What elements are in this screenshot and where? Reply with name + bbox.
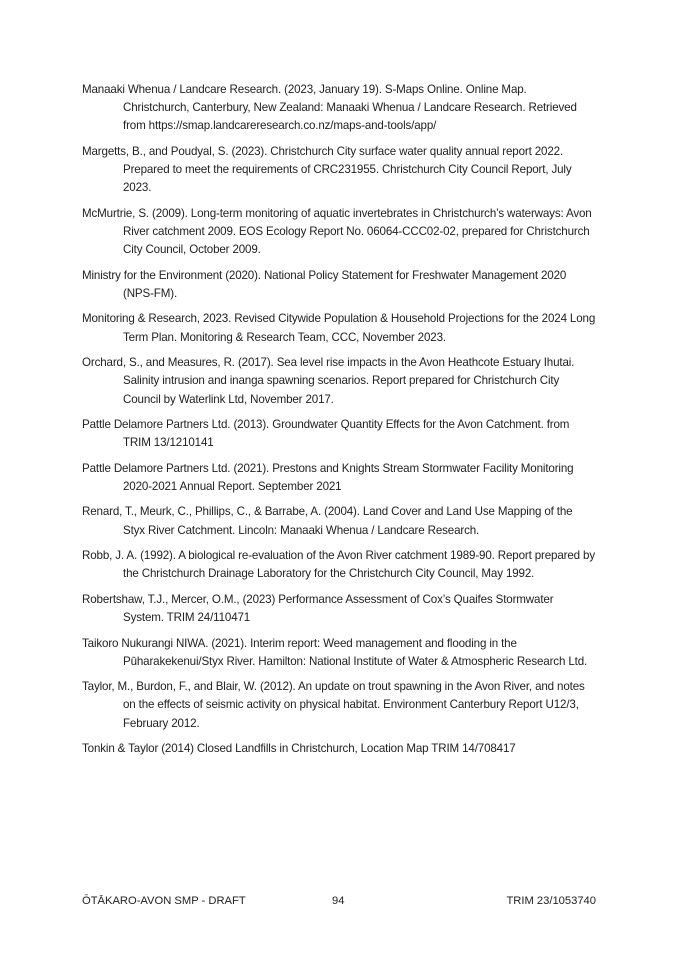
page-footer: [82, 892, 596, 910]
footer-document-title: ŌTĀKARO-AVON SMP - DRAFT: [82, 895, 246, 907]
footer-trim-reference: TRIM 23/1053740: [506, 895, 596, 907]
page-number: 94: [332, 895, 345, 907]
reference-item: Robertshaw, T.J., Mercer, O.M., (2023) Performance Assessment of Cox’s Quaifes Stormwater System. TRIM 24/110471: [82, 592, 554, 625]
reference-item: Pattle Delamore Partners Ltd. (2021). Prestons and Knights Stream Stormwater Facility Monitoring 2020-2021 Annual Report. September 2021: [82, 461, 574, 493]
reference-item: Renard, T., Meurk, C., Phillips, C., & Barrabe, A. (2004). Land Cover and Land Use Mapping of the Styx River Catchment. Lincoln: Manaaki Whenua / Landcare Research.: [82, 505, 573, 537]
reference-item: Ministry for the Environment (2020). National Policy Statement for Freshwater Management 2020 (NPS-FM).: [82, 268, 567, 300]
reference-item: Orchard, S., and Measures, R. (2017). Sea level rise impacts in the Avon Heathcote Estuary Ihutai. Salinity intrusion and inanga spawning scenarios. Report prepared for Christchurch City Council by Waterlink Ltd, November 2017.: [82, 356, 575, 406]
reference-item: Robb, J. A. (1992). A biological re-evaluation of the Avon River catchment 1989-90. Report prepared by the Christchurch Drainage Laboratory for the Christchurch City Council, May 1992.: [82, 549, 595, 581]
reference-item: Pattle Delamore Partners Ltd. (2013). Groundwater Quantity Effects for the Avon Catchment. from TRIM 13/1210141: [82, 418, 570, 450]
reference-item: McMurtrie, S. (2009). Long-term monitoring of aquatic invertebrates in Christchurch’s waterways: Avon River catchment 2009. EOS Ecology Report No. 06064-CCC02-02, prepared for Christchurch City Council, October 2009.: [82, 206, 592, 257]
reference-list: [82, 81, 596, 766]
reference-item: Margetts, B., and Poudyal, S. (2023). Christchurch City surface water quality annual report 2022. Prepared to meet the requirements of CRC231955. Christchurch City Council Report, July 2023.: [82, 144, 572, 195]
reference-item: Monitoring & Research, 2023. Revised Citywide Population & Household Projections for the 2024 Long Term Plan. Monitoring & Research Team, CCC, November 2023.: [82, 312, 596, 344]
reference-item: Taylor, M., Burdon, F., and Blair, W. (2012). An update on trout spawning in the Avon River, and notes on the effects of seismic activity on physical habitat. Environment Canterbury Report U12/3, February 2012.: [82, 680, 585, 730]
reference-item: Taikoro Nukurangi NIWA. (2021). Interim report: Weed management and flooding in the Pūharakekenui/Styx River. Hamilton: National Institute of Water & Atmospheric Research Ltd.: [82, 636, 588, 668]
reference-item: Tonkin & Taylor (2014) Closed Landfills in Christchurch, Location Map TRIM 14/708417: [82, 742, 516, 756]
reference-item: Manaaki Whenua / Landcare Research. (2023, January 19). S-Maps Online. Online Map. Christchurch, Canterbury, New Zealand: Manaaki Whenua / Landcare Research. Retrieved from https://smap.landcareresearch.co.nz/maps-and-tools/app/: [82, 83, 577, 133]
